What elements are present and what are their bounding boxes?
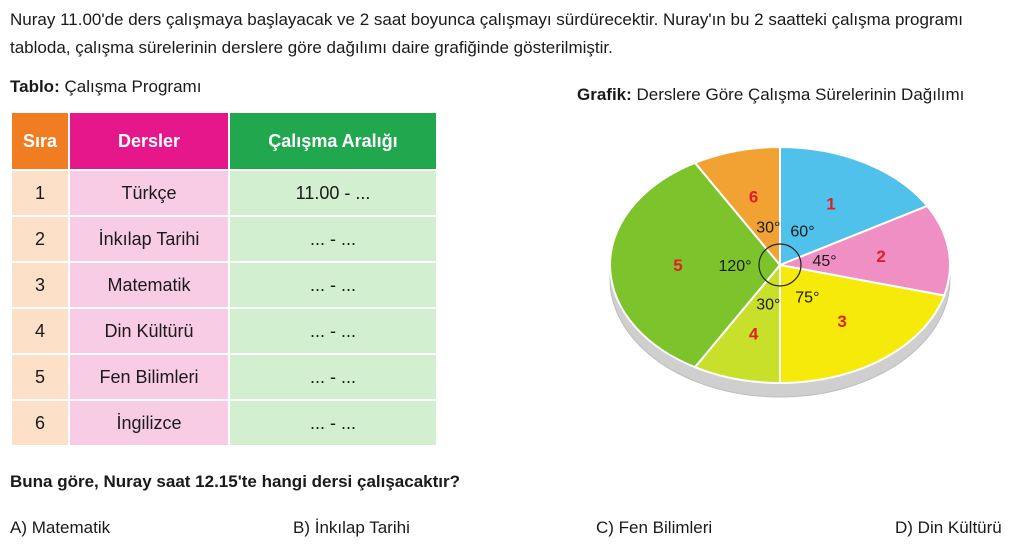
row-number: 6 bbox=[12, 401, 68, 445]
option-d[interactable]: D) Din Kültürü bbox=[895, 518, 1002, 537]
slice-label-5: 5 bbox=[673, 256, 683, 275]
row-subject: Matematik bbox=[70, 263, 228, 307]
row-number: 3 bbox=[12, 263, 68, 307]
question-text: Buna göre, Nuray saat 12.15'te hangi dersi çalışacaktır? bbox=[10, 472, 461, 491]
row-subject: İngilizce bbox=[70, 401, 228, 445]
slice-label-3: 3 bbox=[837, 312, 847, 332]
slice-label-2: 2 bbox=[876, 246, 886, 266]
table-caption-bold: Tablo: bbox=[10, 77, 60, 96]
angle-label-6: 30° bbox=[756, 219, 781, 237]
header-calisma-araligi: Çalışma Aralığı bbox=[230, 113, 436, 169]
table-caption-text: Çalışma Programı bbox=[59, 77, 202, 96]
row-interval: ... - ... bbox=[230, 309, 436, 353]
intro-text: Nuray 11.00'de ders çalışmaya başlayacak ve 2 saat boyunca çalışmayı sürdürecektir. Nuray'ın bu 2 saatteki çalışma programı tabloda, çalışma sürelerinin derslere göre dağılımı daire grafiğinde gösterilmiştir. bbox=[10, 10, 963, 57]
slice-label-6: 6 bbox=[748, 187, 759, 207]
table-row bbox=[12, 355, 436, 399]
row-interval: ... - ... bbox=[230, 263, 436, 307]
option-c[interactable]: C) Fen Bilimleri bbox=[596, 518, 713, 537]
table-header-row bbox=[12, 113, 436, 169]
row-subject: Türkçe bbox=[70, 171, 228, 215]
study-schedule-table bbox=[10, 111, 438, 447]
row-subject: Din Kültürü bbox=[70, 309, 228, 353]
angle-label-4: 30° bbox=[756, 296, 781, 314]
row-interval: ... - ... bbox=[230, 401, 436, 445]
chart-caption-bold: Grafik: bbox=[577, 85, 632, 104]
table-caption bbox=[10, 77, 201, 97]
header-sira: Sıra bbox=[12, 113, 68, 169]
table-row bbox=[12, 401, 436, 445]
header-dersler: Dersler bbox=[70, 113, 228, 169]
row-number: 5 bbox=[12, 355, 68, 399]
row-number: 2 bbox=[12, 217, 68, 261]
table-row bbox=[12, 217, 436, 261]
row-number: 1 bbox=[12, 171, 68, 215]
slice-label-4: 4 bbox=[748, 324, 759, 344]
row-interval: 11.00 - ... bbox=[230, 171, 436, 215]
option-b[interactable]: B) İnkılap Tarihi bbox=[293, 518, 410, 537]
angle-label-1: 60° bbox=[790, 223, 815, 241]
row-interval: ... - ... bbox=[230, 217, 436, 261]
angle-label-2: 45° bbox=[812, 252, 837, 270]
angle-label-5: 120° bbox=[718, 258, 752, 275]
table-row bbox=[12, 171, 436, 215]
row-number: 4 bbox=[12, 309, 68, 353]
row-subject: Fen Bilimleri bbox=[70, 355, 228, 399]
slice-label-1: 1 bbox=[826, 194, 836, 214]
table-row bbox=[12, 263, 436, 307]
row-interval: ... - ... bbox=[230, 355, 436, 399]
angle-label-3: 75° bbox=[795, 289, 820, 307]
chart-caption-text: Derslere Göre Çalışma Sürelerinin Dağılımı bbox=[631, 85, 965, 104]
table-row bbox=[12, 309, 436, 353]
pie-chart bbox=[600, 140, 960, 420]
chart-caption bbox=[577, 85, 964, 105]
option-a[interactable]: A) Matematik bbox=[10, 518, 111, 537]
row-subject: İnkılap Tarihi bbox=[70, 217, 228, 261]
